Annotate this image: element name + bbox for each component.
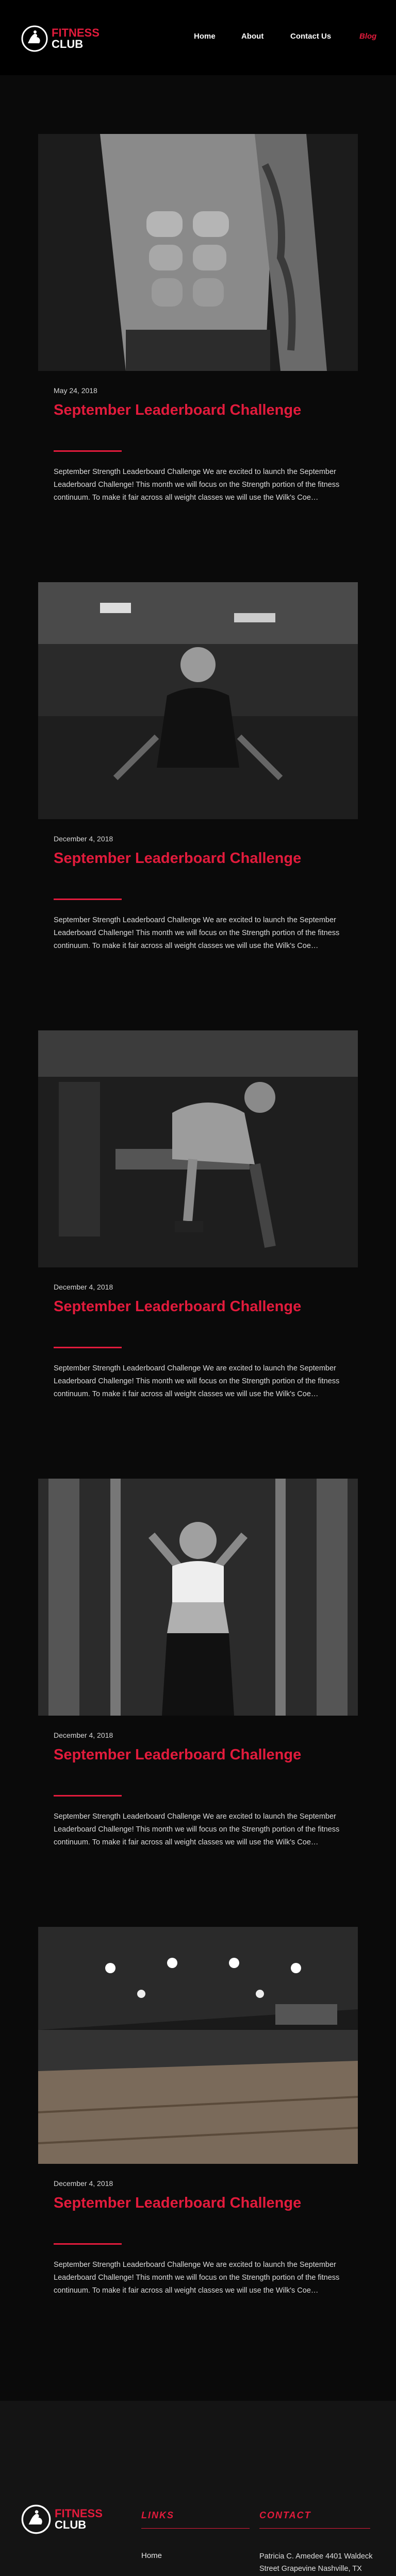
post-title[interactable]: September Leaderboard Challenge (54, 1298, 302, 1315)
links-heading: LINKS (141, 2510, 174, 2520)
post-date: December 4, 2018 (54, 835, 113, 843)
title-divider (54, 899, 122, 900)
contact-heading-line (259, 2528, 370, 2529)
post-excerpt: September Strength Leaderboard Challenge We are excited to launch the September Leaderboard Challenge! This month we will focus on the Strength portion of the fitness continuum. To make it fair across all weight classes we will use the Wilk's Coe… (54, 916, 340, 950)
abs-photo[interactable] (38, 134, 358, 371)
flexing-arm-icon (21, 25, 48, 53)
brand-line1: FITNESS (52, 26, 100, 39)
flexing-arm-icon (21, 2504, 52, 2535)
post-title[interactable]: September Leaderboard Challenge (54, 850, 302, 867)
site-header (0, 0, 396, 75)
nav-home[interactable]: Home (194, 32, 216, 41)
title-divider (54, 1795, 122, 1797)
nav-about[interactable]: About (241, 32, 264, 41)
post-date: December 4, 2018 (54, 1731, 113, 1739)
brand-line2: CLUB (55, 2518, 87, 2531)
contact-heading: CONTACT (259, 2510, 311, 2520)
footer-brand-name (55, 2508, 103, 2531)
footer-link-home[interactable]: Home (141, 2551, 162, 2560)
post-excerpt: September Strength Leaderboard Challenge We are excited to launch the September Leaderboard Challenge! This month we will focus on the Strength portion of the fitness continuum. To make it fair across all weight classes we will use the Wilk's Coe… (54, 2261, 340, 2295)
cable-woman-photo[interactable] (38, 1479, 358, 1716)
post-excerpt: September Strength Leaderboard Challenge We are excited to launch the September Leaderboard Challenge! This month we will focus on the Strength portion of the fitness continuum. To make it fair across all weight classes we will use the Wilk's Coe… (54, 468, 340, 502)
woman-gym-photo[interactable] (38, 582, 358, 819)
contact-address: Patricia C. Amedee 4401 Waldeck Street Grapevine Nashville, TX (259, 2552, 373, 2573)
post-date: December 4, 2018 (54, 1283, 113, 1291)
title-divider (54, 2243, 122, 2245)
links-heading-line (141, 2528, 250, 2529)
post-excerpt: September Strength Leaderboard Challenge We are excited to launch the September Leaderboard Challenge! This month we will focus on the Strength portion of the fitness continuum. To make it fair across all weight classes we will use the Wilk's Coe… (54, 1364, 340, 1398)
post-title[interactable]: September Leaderboard Challenge (54, 1747, 302, 1763)
site-footer (0, 2401, 396, 2576)
post-title[interactable]: September Leaderboard Challenge (54, 2195, 302, 2211)
gym-hall-photo[interactable] (38, 1927, 358, 2164)
post-excerpt: September Strength Leaderboard Challenge We are excited to launch the September Leaderboard Challenge! This month we will focus on the Strength portion of the fitness continuum. To make it fair across all weight classes we will use the Wilk's Coe… (54, 1812, 340, 1846)
nav-blog[interactable]: Blog (359, 32, 377, 41)
brand-line1: FITNESS (55, 2507, 103, 2520)
brand-line2: CLUB (52, 38, 84, 50)
post-title[interactable]: September Leaderboard Challenge (54, 402, 302, 418)
dumbbell-row-photo[interactable] (38, 1030, 358, 1267)
brand-name (52, 27, 100, 50)
title-divider (54, 1347, 122, 1348)
post-date: December 4, 2018 (54, 2179, 113, 2188)
nav-contact[interactable]: Contact Us (290, 32, 332, 41)
brand-logo[interactable] (21, 25, 100, 53)
title-divider (54, 450, 122, 452)
footer-brand-logo[interactable] (21, 2504, 103, 2535)
post-date: May 24, 2018 (54, 386, 97, 395)
